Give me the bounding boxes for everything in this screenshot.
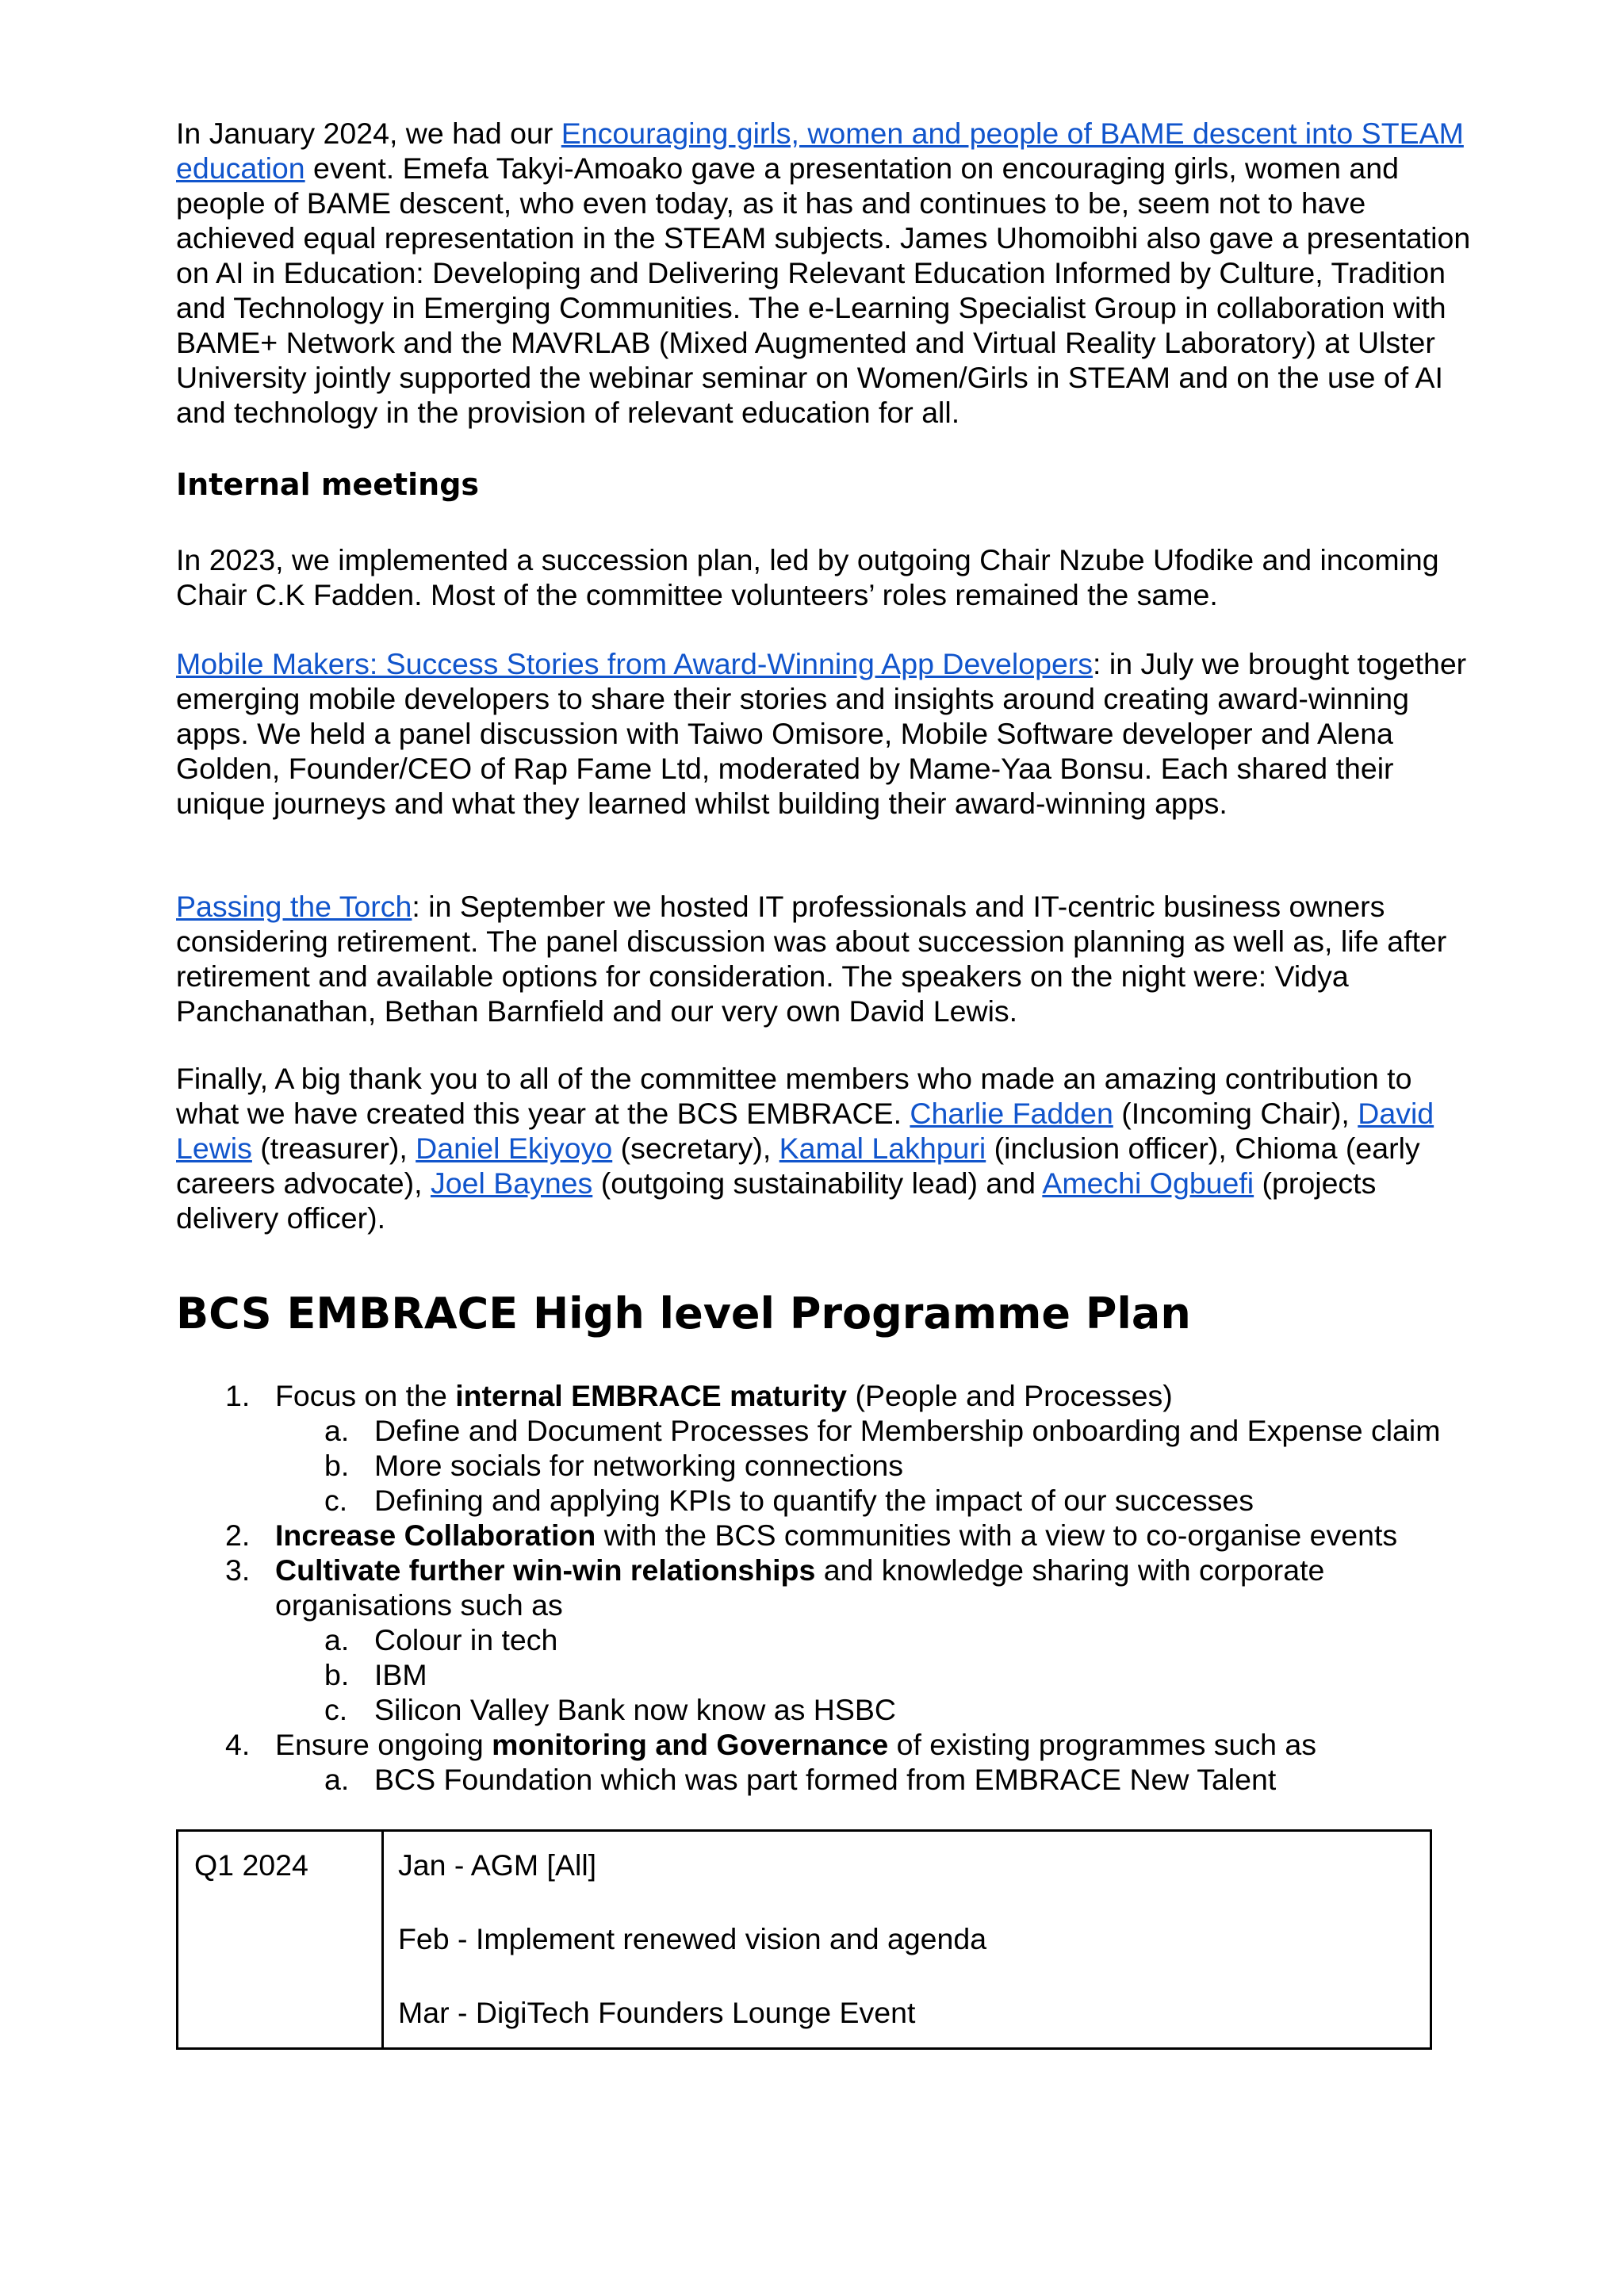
mobile-makers-text: : in July we brought together emerging mobile developers to share their stories and insights around creating award-winning apps. We held a panel discussion with Taiwo Omisore, Mobile Software developer and Alena Golden, Founder/CEO of Rap Fame Ltd, moderated by Mame-Yaa Bonsu. Each shared their unique journeys and what they learned whilst building their award-winning apps. (176, 647, 1467, 820)
plan-item-bold: internal EMBRACE maturity (455, 1379, 848, 1412)
plan-subitem-letter: a. (324, 1763, 350, 1796)
programme-plan-list (176, 1378, 1477, 1797)
plan-subitem-letter: c. (324, 1484, 348, 1517)
event-item: Feb - Implement renewed vision and agenda (398, 1922, 987, 1955)
table-row (178, 1831, 1431, 2049)
plan-subitem (176, 1762, 1477, 1797)
plan-item (176, 1553, 1477, 1622)
plan-item (176, 1727, 1477, 1762)
plan-subitem-text: Defining and applying KPIs to quantify the impact of our successes (374, 1484, 1254, 1517)
member-role: (Incoming Chair), (1113, 1097, 1358, 1130)
events-cell (383, 1831, 1431, 2049)
plan-item (176, 1378, 1477, 1413)
plan-subitem-text: IBM (374, 1658, 427, 1691)
plan-subitem (176, 1622, 1477, 1657)
plan-subitem-letter: b. (324, 1658, 350, 1691)
plan-subitem-text: BCS Foundation which was part formed from EMBRACE New Talent (374, 1763, 1277, 1796)
mobile-makers-link[interactable]: Mobile Makers: Success Stories from Award-Winning App Developers (176, 647, 1094, 680)
plan-item-number: 3. (225, 1553, 251, 1587)
plan-item (176, 1518, 1477, 1553)
plan-subitem (176, 1657, 1477, 1692)
event-item: Jan - AGM [All] (398, 1848, 597, 1882)
thanks-paragraph (176, 1061, 1477, 1235)
plan-item-bold: Increase Collaboration (275, 1518, 596, 1552)
quarter-cell: Q1 2024 (178, 1831, 383, 2049)
plan-subitem-text: Define and Document Processes for Membership onboarding and Expense claim (374, 1414, 1441, 1447)
plan-item-number: 4. (225, 1728, 251, 1761)
plan-subitem-letter: b. (324, 1449, 350, 1482)
passing-torch-link[interactable]: Passing the Torch (176, 890, 412, 923)
plan-subitem-letter: a. (324, 1414, 350, 1447)
plan-subitem (176, 1413, 1477, 1448)
member-link[interactable]: Amechi Ogbuefi (1042, 1166, 1254, 1200)
q1-plan-table (176, 1829, 1432, 2050)
programme-plan-heading: BCS EMBRACE High level Programme Plan (176, 1289, 1191, 1338)
mobile-makers-paragraph (176, 646, 1477, 821)
event-item: Mar - DigiTech Founders Lounge Event (398, 1996, 916, 2029)
plan-item-text: with the BCS communities with a view to co-organise events (596, 1518, 1398, 1552)
plan-item-text: of existing programmes such as (888, 1728, 1317, 1761)
steam-event-link[interactable]: Encouraging girls, women and people of BAME descent into STEAM education (176, 117, 1464, 185)
thanks-lead: Finally, A big thank you to all of the committee members who made an amazing contribution to what we have created this year at the BCS EMBRACE. (176, 1062, 1412, 1130)
plan-item-text: and knowledge sharing with corporate organisations such as (275, 1553, 1325, 1622)
member-role: (secretary), (612, 1132, 779, 1165)
passing-torch-text: : in September we hosted IT professionals and IT-centric business owners considering retirement. The panel discussion was about succession planning as well as, life after retirement and available options for consideration. The speakers on the night were: Vidya Panchanathan, Bethan Barnfield and our very own David Lewis. (176, 890, 1447, 1028)
member-role: (treasurer), (251, 1132, 416, 1165)
plan-subitem (176, 1448, 1477, 1483)
member-link[interactable]: Kamal Lakhpuri (779, 1132, 986, 1165)
member-role: (projects delivery officer). (176, 1166, 1377, 1235)
plan-item-text: Ensure ongoing (275, 1728, 492, 1761)
plan-item-number: 1. (225, 1379, 251, 1412)
member-link[interactable]: Daniel Ekiyoyo (416, 1132, 613, 1165)
internal-meetings-heading: Internal meetings (176, 467, 480, 502)
intro-paragraph (176, 116, 1477, 430)
member-link[interactable]: Joel Baynes (430, 1166, 593, 1200)
succession-paragraph: In 2023, we implemented a succession plan, led by outgoing Chair Nzube Ufodike and incoming Chair C.K Fadden. Most of the committee volunteers’ roles remained the same. (176, 543, 1439, 611)
plan-item-text: Focus on the (275, 1379, 456, 1412)
plan-item-text: (People and Processes) (847, 1379, 1173, 1412)
member-role: (inclusion officer), Chioma (early careers advocate), (176, 1132, 1420, 1200)
intro-text: event. Emefa Takyi-Amoako gave a presentation on encouraging girls, women and people of BAME descent, who even today, as it has and continues to be, seem not to have achieved equal representation in the STEAM subjects. James Uhomoibhi also gave a presentation on AI in Education: Developing and Delivering Relevant Education Informed by Culture, Tradition and Technology in Emerging Communities. The e-Learning Specialist Group in collaboration with BAME+ Network and the MAVRLAB (Mixed Augmented and Virtual Reality Laboratory) at Ulster University jointly supported the webinar seminar on Women/Girls in STEAM and on the use of AI and technology in the provision of relevant education for all. (176, 151, 1471, 429)
plan-subitem (176, 1692, 1477, 1727)
plan-subitem (176, 1483, 1477, 1518)
plan-subitem-text: More socials for networking connections (374, 1449, 903, 1482)
plan-item-bold: Cultivate further win-win relationships (275, 1553, 816, 1587)
plan-subitem-letter: a. (324, 1623, 350, 1656)
member-link[interactable]: David Lewis (176, 1097, 1434, 1165)
member-link[interactable]: Charlie Fadden (910, 1097, 1113, 1130)
plan-item-number: 2. (225, 1518, 251, 1552)
plan-subitem-text: Silicon Valley Bank now know as HSBC (374, 1693, 896, 1726)
plan-subitem-text: Colour in tech (374, 1623, 558, 1656)
member-role: (outgoing sustainability lead) and (592, 1166, 1043, 1200)
intro-lead: In January 2024, we had our (176, 117, 561, 150)
plan-subitem-letter: c. (324, 1693, 348, 1726)
passing-torch-paragraph (176, 889, 1477, 1028)
plan-item-bold: monitoring and Governance (492, 1728, 889, 1761)
